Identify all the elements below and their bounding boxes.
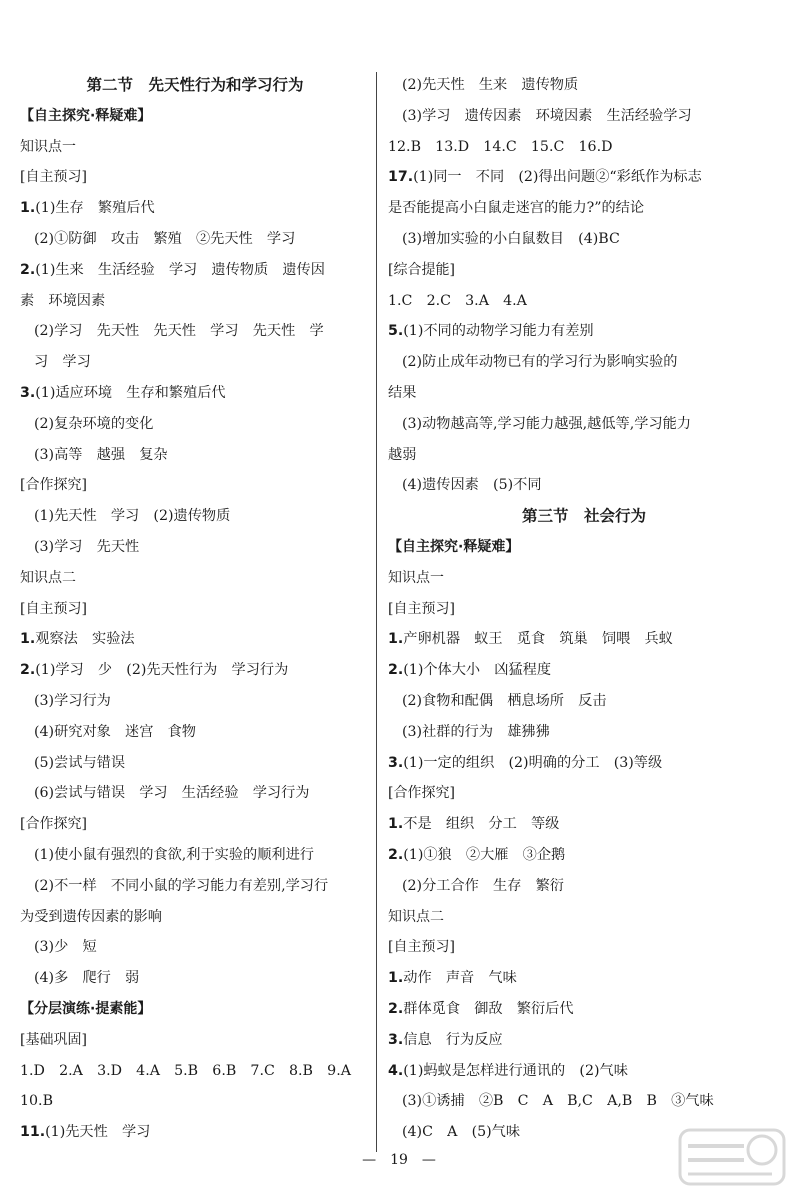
line-text: 【分层演练·提素能】 xyxy=(20,1000,152,1017)
answer-line xyxy=(20,286,370,317)
line-text: (3)社群的行为 雄狒狒 xyxy=(402,723,550,740)
answer-line xyxy=(388,101,780,132)
answer-line xyxy=(20,224,370,255)
line-text: 第三节 社会行为 xyxy=(521,507,646,526)
answer-line xyxy=(20,748,370,779)
section-heading xyxy=(20,994,370,1025)
line-text: 观察法 实验法 xyxy=(35,631,135,648)
subheading xyxy=(388,932,780,963)
line-text: (2)分工合作 生存 繁衍 xyxy=(402,877,564,894)
line-text: [合作探究] xyxy=(388,785,455,802)
line-text: (3)学习 先天性 xyxy=(34,538,140,555)
answer-line xyxy=(388,871,780,902)
line-text: (1)先天性 学习 xyxy=(45,1124,151,1141)
answer-line xyxy=(388,963,780,994)
item-number: 1. xyxy=(388,970,404,987)
line-text: (1)生来 生活经验 学习 遗传物质 遗传因 xyxy=(35,261,325,278)
answer-line xyxy=(20,1086,370,1117)
line-text: (3)①诱捕 ②B C A B,C A,B B ③气味 xyxy=(402,1093,714,1110)
line-text: (2)防止成年动物已有的学习行为影响实验的 xyxy=(402,354,678,371)
answer-line xyxy=(388,162,780,193)
line-text: (1)使小鼠有强烈的食欲,利于实验的顺利进行 xyxy=(34,846,314,863)
item-number: 2. xyxy=(388,1000,404,1017)
subheading xyxy=(20,1025,370,1056)
answer-line xyxy=(20,655,370,686)
line-text: (1)不同的动物学习能力有差别 xyxy=(403,323,594,340)
line-text: [自主预习] xyxy=(388,939,455,956)
subheading xyxy=(20,132,370,163)
line-text: 知识点二 xyxy=(20,569,76,586)
answer-line xyxy=(388,840,780,871)
answer-line xyxy=(20,347,370,378)
line-text: [合作探究] xyxy=(20,477,87,494)
section-heading xyxy=(20,101,370,132)
line-text: 10.B xyxy=(20,1093,53,1110)
answer-line xyxy=(20,409,370,440)
answer-line xyxy=(388,809,780,840)
answer-line xyxy=(388,1025,780,1056)
answer-line xyxy=(388,470,780,501)
item-number: 1. xyxy=(388,816,404,833)
line-text: 1.D 2.A 3.D 4.A 5.B 6.B 7.C 8.B 9.A xyxy=(20,1062,351,1079)
item-number: 2. xyxy=(20,662,36,679)
line-text: 产卵机器 蚁王 觅食 筑巢 饲喂 兵蚁 xyxy=(403,631,673,648)
line-text: (2)不一样 不同小鼠的学习能力有差别,学习行 xyxy=(34,877,329,894)
line-text: (2)学习 先天性 先天性 学习 先天性 学 xyxy=(34,323,324,340)
answer-line xyxy=(20,932,370,963)
answer-line xyxy=(388,224,780,255)
answer-line xyxy=(388,70,780,101)
watermark-logo xyxy=(676,1126,788,1188)
subheading xyxy=(388,778,780,809)
line-text: (1)个体大小 凶猛程度 xyxy=(403,662,552,679)
line-text: [自主预习] xyxy=(388,600,455,617)
line-text: [自主预习] xyxy=(20,169,87,186)
answer-line xyxy=(388,1056,780,1087)
line-text: (2)复杂环境的变化 xyxy=(34,415,154,432)
item-number: 11. xyxy=(20,1124,46,1141)
line-text: 越弱 xyxy=(388,446,417,463)
section-heading xyxy=(388,532,780,563)
answer-line xyxy=(20,316,370,347)
line-text: 【自主探究·释疑难】 xyxy=(388,538,520,555)
answer-line xyxy=(20,193,370,224)
line-text: [基础巩固] xyxy=(20,1031,87,1048)
answer-line xyxy=(20,902,370,933)
line-text: (1)生存 繁殖后代 xyxy=(35,200,155,217)
line-text: 12.B 13.D 14.C 15.C 16.D xyxy=(388,138,613,155)
answer-line xyxy=(20,778,370,809)
subheading xyxy=(388,255,780,286)
answer-line xyxy=(388,378,780,409)
answer-line xyxy=(388,132,780,163)
line-text: 信息 行为反应 xyxy=(403,1031,503,1048)
line-text: (1)学习 少 (2)先天性行为 学习行为 xyxy=(35,662,289,679)
line-text: 不是 组织 分工 等级 xyxy=(403,816,560,833)
line-text: (4)多 爬行 弱 xyxy=(34,970,140,987)
line-text: (3)高等 越强 复杂 xyxy=(34,446,168,463)
answer-line xyxy=(20,1056,370,1087)
line-text: [综合提能] xyxy=(388,261,455,278)
subheading xyxy=(20,594,370,625)
answer-line xyxy=(20,255,370,286)
item-number: 5. xyxy=(388,323,404,340)
subheading xyxy=(388,563,780,594)
answer-line xyxy=(388,347,780,378)
line-text: 动作 声音 气味 xyxy=(403,970,517,987)
line-text: (4)遗传因素 (5)不同 xyxy=(402,477,542,494)
answer-line xyxy=(20,686,370,717)
answer-line xyxy=(388,624,780,655)
item-number: 4. xyxy=(388,1062,404,1079)
line-text: 知识点二 xyxy=(388,908,444,925)
line-text: (2)①防御 攻击 繁殖 ②先天性 学习 xyxy=(34,230,296,247)
line-text: (1)适应环境 生存和繁殖后代 xyxy=(35,384,226,401)
item-number: 3. xyxy=(20,384,36,401)
line-text: 【自主探究·释疑难】 xyxy=(20,107,152,124)
answer-line xyxy=(20,1117,370,1148)
line-text: (4)研究对象 迷宫 食物 xyxy=(34,723,196,740)
line-text: 群体觅食 御敌 繁衍后代 xyxy=(403,1000,574,1017)
answer-line xyxy=(20,378,370,409)
answer-line xyxy=(20,717,370,748)
line-text: 结果 xyxy=(388,384,417,401)
line-text: 知识点一 xyxy=(388,569,444,586)
line-text: (1)先天性 学习 (2)遗传物质 xyxy=(34,508,231,525)
subheading xyxy=(20,162,370,193)
item-number: 1. xyxy=(20,200,36,217)
answer-line xyxy=(388,717,780,748)
answer-line xyxy=(388,193,780,224)
line-text: 第二节 先天性行为和学习行为 xyxy=(86,76,304,94)
line-text: (2)食物和配偶 栖息场所 反击 xyxy=(402,692,607,709)
item-number: 1. xyxy=(20,631,36,648)
column-divider xyxy=(376,72,377,1152)
answer-line xyxy=(388,440,780,471)
section-title xyxy=(388,501,780,532)
answer-line xyxy=(20,501,370,532)
line-text: 知识点一 xyxy=(20,138,76,155)
line-text: (4)C A (5)气味 xyxy=(402,1124,521,1141)
subheading xyxy=(20,563,370,594)
line-text: (1)一定的组织 (2)明确的分工 (3)等级 xyxy=(403,754,663,771)
left-column xyxy=(20,70,370,1148)
line-text: (3)学习行为 xyxy=(34,692,111,709)
line-text: 习 学习 xyxy=(34,354,91,371)
answer-line xyxy=(388,686,780,717)
line-text: (3)学习 遗传因素 环境因素 生活经验学习 xyxy=(402,107,692,124)
line-text: (6)尝试与错误 学习 生活经验 学习行为 xyxy=(34,785,310,802)
item-number: 2. xyxy=(388,662,404,679)
item-number: 2. xyxy=(20,261,36,278)
answer-line xyxy=(388,286,780,317)
answer-line xyxy=(388,316,780,347)
line-text: (3)少 短 xyxy=(34,939,97,956)
subheading xyxy=(388,902,780,933)
right-column xyxy=(388,70,780,1148)
answer-line xyxy=(388,409,780,440)
page-number: — 19 — xyxy=(362,1152,436,1168)
line-text: (3)动物越高等,学习能力越强,越低等,学习能力 xyxy=(402,415,692,432)
answer-line xyxy=(20,871,370,902)
item-number: 1. xyxy=(388,631,404,648)
answer-line xyxy=(20,963,370,994)
section-title xyxy=(20,70,370,101)
answer-line xyxy=(20,440,370,471)
line-text: [合作探究] xyxy=(20,816,87,833)
line-text: 1.C 2.C 3.A 4.A xyxy=(388,292,527,309)
line-text: [自主预习] xyxy=(20,600,87,617)
line-text: (1)①狼 ②大雁 ③企鹅 xyxy=(403,846,566,863)
answer-line xyxy=(20,840,370,871)
line-text: 是否能提高小白鼠走迷宫的能力?”的结论 xyxy=(388,200,645,217)
subheading xyxy=(20,809,370,840)
item-number: 3. xyxy=(388,754,404,771)
item-number: 2. xyxy=(388,846,404,863)
answer-line xyxy=(20,624,370,655)
answer-line xyxy=(388,655,780,686)
line-text: 为受到遗传因素的影响 xyxy=(20,908,162,925)
line-text: (1)蚂蚁是怎样进行通讯的 (2)气味 xyxy=(403,1062,628,1079)
line-text: (2)先天性 生来 遗传物质 xyxy=(402,77,579,93)
item-number: 17. xyxy=(388,169,414,186)
line-text: (3)增加实验的小白鼠数目 (4)BC xyxy=(402,230,620,247)
answer-line xyxy=(388,748,780,779)
line-text: (1)同一 不同 (2)得出问题②“彩纸作为标志 xyxy=(413,169,702,186)
line-text: (5)尝试与错误 xyxy=(34,754,126,771)
subheading xyxy=(388,594,780,625)
answer-line xyxy=(20,532,370,563)
answer-line xyxy=(388,1086,780,1117)
subheading xyxy=(20,470,370,501)
answer-line xyxy=(388,994,780,1025)
line-text: 素 环境因素 xyxy=(20,292,106,309)
item-number: 3. xyxy=(388,1031,404,1048)
